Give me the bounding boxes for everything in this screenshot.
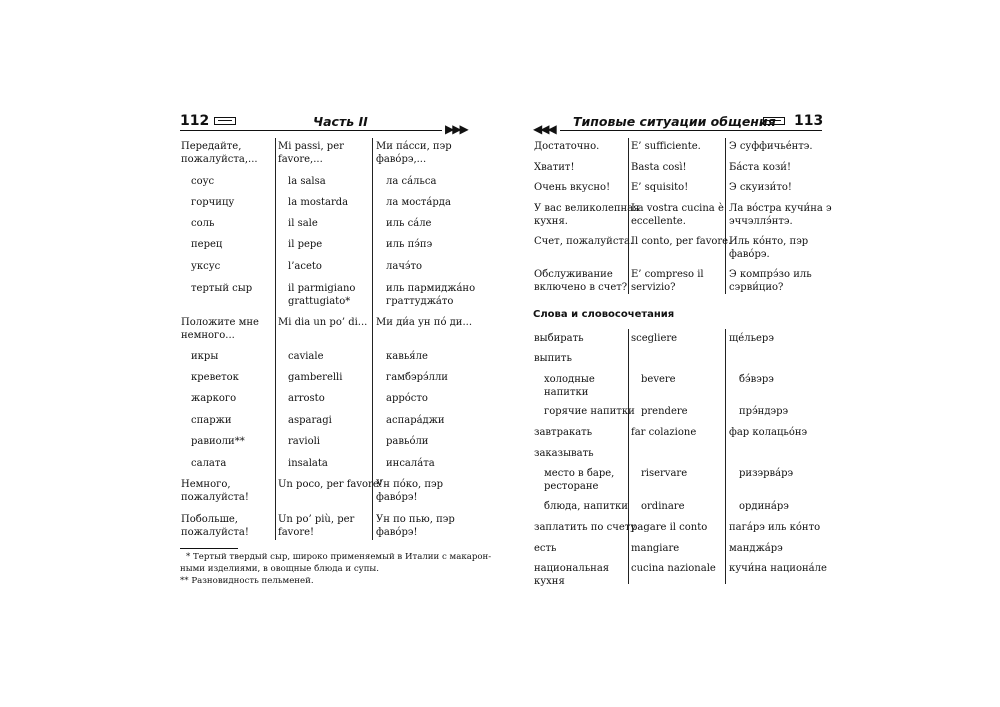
right-page-header [560,113,822,133]
row-italian: insalata [288,458,328,469]
row-transcription: Э компрэ́зо иль сэрви́цио? [729,269,812,293]
pencil-icon [763,117,785,125]
word-russian: заплатить по счету [534,522,637,533]
word-transcription: фар колацьо́нэ [729,427,808,438]
header-rule [560,130,822,131]
row-italian: Mi dia un po’ di... [278,317,368,328]
footnote-1a: * Тертый твердый сыр, широко применяемый в Италии с макарон- [186,552,492,562]
row-russian: Немного, пожалуйста! [181,479,249,503]
row-russian: уксус [191,261,221,272]
row-italian: Mi passi, per favore,... [278,141,344,165]
word-russian: заказывать [534,448,594,459]
footnote-divider [180,548,238,549]
word-italian: cucina nazionale [631,563,716,574]
word-italian: pagare il conto [631,522,708,533]
word-italian: bevere [641,374,676,385]
word-russian: завтракать [534,427,593,438]
row-transcription: иль пармиджа́но граттуджа́то [386,283,476,307]
triangles-right-icon: ▶▶▶ [445,122,467,136]
row-russian: соус [191,176,215,187]
row-transcription: Э скуизи́то! [729,182,792,193]
row-russian: равиоли** [191,436,245,447]
row-russian: спаржи [191,415,232,426]
word-italian: ordinare [641,501,685,512]
word-transcription: прэ́ндэрэ [739,406,789,417]
row-russian: жаркого [191,393,237,404]
row-russian: Очень вкусно! [534,182,611,193]
word-russian: горячие напитки [544,406,635,417]
header-rule [180,130,442,131]
row-russian: икры [191,351,219,362]
word-transcription: ще́льерэ [729,333,774,344]
row-russian: креветок [191,372,239,383]
page-number: 113 [794,113,824,129]
word-italian: mangiare [631,543,680,554]
word-russian: блюда, напитки [544,501,628,512]
row-transcription: Ба́ста кози́! [729,162,791,173]
row-italian: E’ squisito! [631,182,689,193]
row-russian: Счет, пожалуйста. [534,236,634,247]
row-italian: gamberelli [288,372,343,383]
row-russian: Побольше, пожалуйста! [181,514,249,538]
row-transcription: Э суффичье́нтэ. [729,141,813,152]
right-column-divider-2a [725,138,726,294]
row-transcription: кавья́ле [386,351,428,362]
word-italian: far colazione [631,427,697,438]
word-russian: выпить [534,353,572,364]
pencil-icon [214,117,236,125]
row-italian: Il conto, per favore. [631,236,732,247]
row-russian: У вас великолепная кухня. [534,203,640,227]
word-transcription: пага́рэ иль ко́нто [729,522,821,533]
row-transcription: Ми па́сси, пэр фаво́рэ,... [376,141,452,165]
row-italian: E’ compreso il servizio? [631,269,704,293]
row-transcription: равьо́ли [386,436,429,447]
row-russian: тертый сыр [191,283,253,294]
row-italian: la salsa [288,176,326,187]
row-transcription: аспара́джи [386,415,445,426]
row-transcription: иль пэ́пэ [386,239,433,250]
row-transcription: арро́сто [386,393,428,404]
row-italian: la mostarda [288,197,349,208]
footnote-1b: ными изделиями, в овощные блюда и супы. [180,564,380,574]
page-number: 112 [180,113,210,129]
row-transcription: гамбэрэ́лли [386,372,448,383]
row-russian: соль [191,218,215,229]
word-transcription: кучи́на национа́ле [729,563,827,574]
row-transcription: Ми ди́а ун по́ ди... [376,317,472,328]
row-russian: Достаточно. [534,141,600,152]
word-russian: выбирать [534,333,584,344]
row-italian: Un po’ più, per favore! [278,514,355,538]
row-italian: ravioli [288,436,321,447]
word-transcription: манджа́рэ [729,543,783,554]
word-italian: riservare [641,468,688,479]
row-italian: Basta così! [631,162,687,173]
row-transcription: лачэ́то [386,261,423,272]
word-russian: холодные напитки [544,374,595,398]
row-italian: l’aceto [288,261,322,272]
section-title: Слова и словосочетания [533,309,675,320]
word-transcription: ордина́рэ [739,501,789,512]
word-russian: место в баре, ресторане [544,468,615,492]
row-transcription: инсала́та [386,458,435,469]
left-page-header [180,113,470,133]
row-transcription: ла са́льса [386,176,437,187]
row-russian: Положите мне немного... [181,317,259,341]
row-russian: горчицу [191,197,235,208]
footnote-2: ** Разновидность пельменей. [180,576,314,586]
word-transcription: ризэрва́рэ [739,468,794,479]
row-italian: asparagi [288,415,332,426]
left-column-divider-1 [275,138,276,540]
row-transcription: иль са́ле [386,218,432,229]
row-italian: caviale [288,351,324,362]
row-russian: Передайте, пожалуйста,... [181,141,258,165]
row-transcription: Иль ко́нто, пэр фаво́рэ. [729,236,809,260]
word-italian: prendere [641,406,688,417]
row-transcription: Ун по́ко, пэр фаво́рэ! [376,479,444,503]
row-transcription: Ун по пью, пэр фаво́рэ! [376,514,455,538]
row-transcription: Ла во́стра кучи́на э эччэллэ́нтэ. [729,203,832,227]
word-russian: есть [534,543,557,554]
row-transcription: ла моста́рда [386,197,451,208]
row-italian: E’ sufficiente. [631,141,701,152]
word-russian: национальная кухня [534,563,610,587]
right-column-divider-1b [628,329,629,584]
row-italian: Un poco, per favore! [278,479,383,490]
row-italian: arrosto [288,393,325,404]
triangles-left-icon: ◀◀◀ [533,122,555,136]
row-russian: салата [191,458,227,469]
row-russian: Хватит! [534,162,575,173]
word-transcription: бэ́вэрэ [739,374,774,385]
row-italian: il parmigiano grattugiato* [288,283,356,307]
page-title: Типовые ситуации общения [573,114,776,129]
row-italian: La vostra cucina è eccellente. [631,203,724,227]
row-italian: il sale [288,218,318,229]
word-italian: scegliere [631,333,678,344]
page-title: Часть II [313,114,368,129]
row-italian: il pepe [288,239,323,250]
row-russian: Обслуживание включено в счет? [534,269,628,293]
row-russian: перец [191,239,223,250]
right-column-divider-2b [725,329,726,584]
